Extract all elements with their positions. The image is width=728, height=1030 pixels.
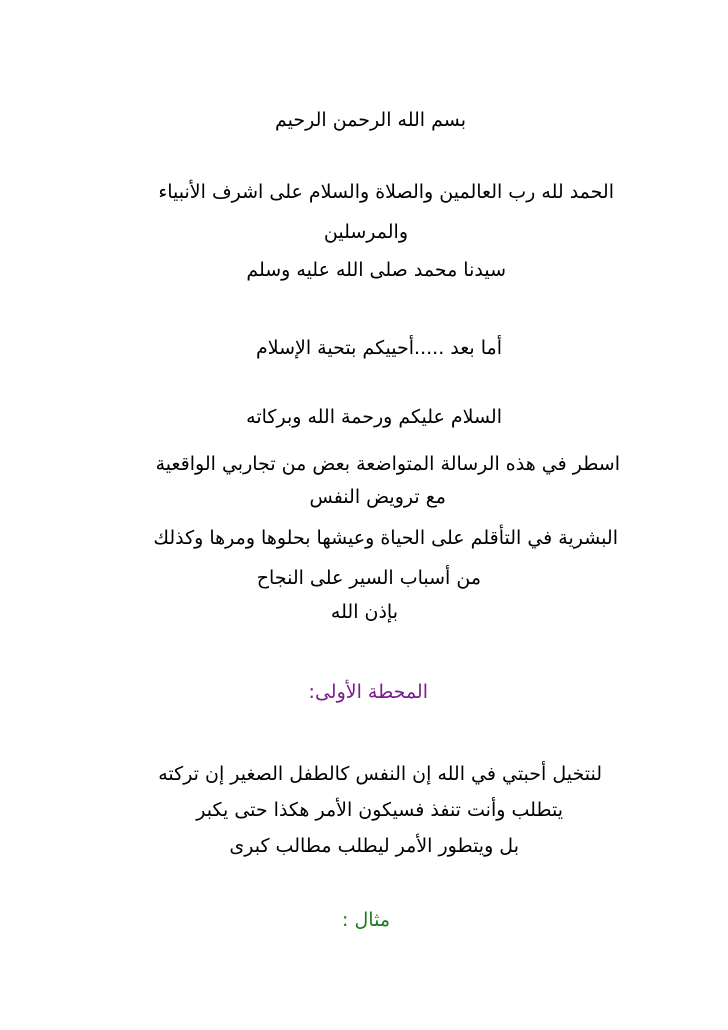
body-line-3: البشرية في التأقلم على الحياة وعيشها بحلوها ومرها وكذلك bbox=[153, 527, 618, 549]
station-text-line-3: بل ويتطور الأمر ليطلب مطالب كبرى bbox=[229, 835, 519, 857]
station-text-line-2: يتطلب وأنت تنفذ فسيكون الأمر هكذا حتى يكبر bbox=[196, 799, 563, 821]
intro-line-3: سيدنا محمد صلى الله عليه وسلم bbox=[246, 259, 506, 281]
intro-line-1: الحمد لله رب العالمين والصلاة والسلام على اشرف الأنبياء bbox=[158, 181, 614, 203]
station-text-line-1: لنتخيل أحبتي في الله إن النفس كالطفل الصغير إن تركته bbox=[158, 763, 602, 785]
body-line-4: من أسباب السير على النجاح bbox=[256, 567, 481, 589]
example-heading: مثال : bbox=[342, 909, 390, 931]
greeting-intro: أما بعد .....أحييكم بتحية الإسلام bbox=[256, 337, 502, 359]
body-line-5: بإذن الله bbox=[330, 601, 398, 623]
basmala: بسم الله الرحمن الرحيم bbox=[275, 109, 466, 131]
body-line-1: اسطر في هذه الرسالة المتواضعة بعض من تجاربي الواقعية bbox=[155, 453, 620, 475]
intro-line-2: والمرسلين bbox=[323, 221, 408, 243]
station-heading: المحطة الأولى: bbox=[308, 681, 428, 703]
body-line-2: مع ترويض النفس bbox=[309, 486, 446, 508]
salam-greeting: السلام عليكم ورحمة الله وبركاته bbox=[246, 406, 502, 428]
